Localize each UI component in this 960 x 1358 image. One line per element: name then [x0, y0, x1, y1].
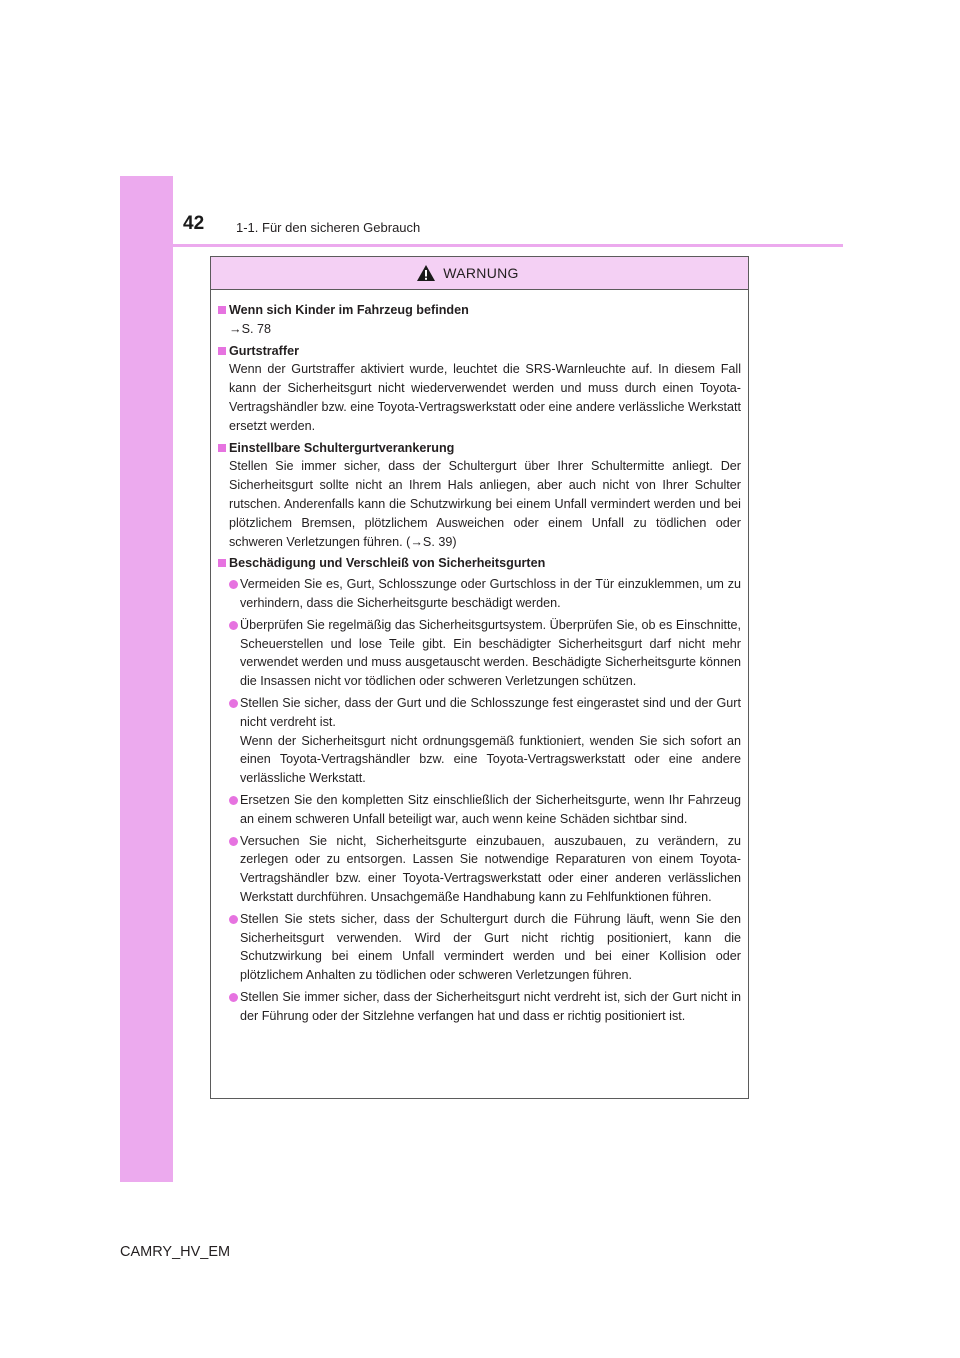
bullet-text: Ersetzen Sie den kompletten Sitz einschließlich der Sicherheitsgurte, wenn Ihr Fahrzeug an einem schweren Unfall beteiligt war, auch wenn keine Schäden sichtbar sind.	[240, 792, 741, 826]
section-title: 1-1. Für den sicheren Gebrauch	[236, 220, 421, 235]
topic-marker	[218, 306, 226, 314]
topic-schultergurt	[218, 439, 741, 552]
topic-beschaedigung	[218, 554, 741, 1025]
topic-heading: Gurtstraffer	[229, 343, 299, 358]
page-number: 42	[183, 213, 205, 234]
bullet-text: Vermeiden Sie es, Gurt, Schlosszunge oder Gurtschloss in der Tür einzuklemmen, um zu verhindern, dass die Sicherheitsgurte beschädigt werden.	[240, 577, 741, 610]
page-reference-link[interactable]: →S. 39	[410, 534, 453, 549]
chapter-side-tab	[120, 176, 173, 1182]
topic-kinder	[218, 301, 741, 339]
warning-triangle-icon	[416, 264, 436, 282]
bullet-dot	[229, 915, 238, 924]
topic-text	[229, 320, 741, 339]
topic-gurtstraffer	[218, 342, 741, 436]
bullet-dot	[229, 699, 238, 708]
bullet-item	[229, 988, 741, 1026]
topic-text-body: Stellen Sie immer sicher, dass der Schultergurt über Ihrer Schultermitte anliegt. Der Sicherheitsgurt sollte nicht an Ihrem Hals anliegen, aber auch nicht von Ihrer Schulter rutschen. Anderenfalls kann die Schutzwirkung bei einem Unfall vermindert werden und bei plötzlichem Bremsen, plötzlichem Ausweichen oder einem Unfall zu tödlichen oder schweren Verletzungen führen. (	[229, 459, 741, 549]
bullet-item	[229, 832, 741, 907]
bullet-dot	[229, 837, 238, 846]
page-reference-link[interactable]: →S. 78	[229, 321, 271, 336]
topic-text: Wenn der Gurtstraffer aktiviert wurde, leuchtet die SRS-Warnleuchte auf. In diesem Fall kann der Sicherheitsgurt nicht wiederverwendet werden und muss durch einen Toyota-Vertragshändler bzw. eine Toyota-Vertragswerkstatt oder eine andere verlässliche Werkstatt ersetzt werden.	[229, 362, 741, 433]
topic-marker	[218, 347, 226, 355]
topic-marker	[218, 559, 226, 567]
topic-text	[229, 457, 741, 551]
bullet-item	[229, 910, 741, 985]
header-rule	[120, 244, 843, 247]
bullet-dot	[229, 621, 238, 630]
bullet-dot	[229, 993, 238, 1002]
bullet-text: Stellen Sie immer sicher, dass der Sicherheitsgurt nicht verdreht ist, sich der Gurt nicht in der Führung oder der Sitzlehne verfangen hat und dass er richtig positioniert ist.	[240, 989, 741, 1023]
topic-heading: Wenn sich Kinder im Fahrzeug befinden	[229, 303, 469, 317]
topic-marker	[218, 444, 226, 452]
bullet-item	[229, 791, 741, 829]
topic-heading: Einstellbare Schultergurtverankerung	[229, 440, 455, 455]
warning-body	[211, 290, 748, 1025]
bullet-item	[229, 575, 741, 613]
bullet-item	[229, 694, 741, 788]
topic-text-end: )	[452, 534, 457, 549]
bullet-dot	[229, 580, 238, 589]
bullet-text-continuation: Wenn der Sicherheitsgurt nicht ordnungsgemäß funktioniert, wenden Sie sich sofort an einen Toyota-Vertragshändler bzw. eine Toyota-Vertragswerkstatt oder eine andere verlässliche Werkstatt.	[240, 733, 741, 786]
bullet-text: Stellen Sie sicher, dass der Gurt und die Schlosszunge fest eingerastet sind und der Gurt nicht verdreht ist.	[240, 695, 741, 729]
bullet-item	[229, 616, 741, 691]
topic-heading: Beschädigung und Verschleiß von Sicherheitsgurten	[229, 556, 546, 571]
warning-box	[210, 256, 749, 1099]
bullet-text: Stellen Sie stets sicher, dass der Schultergurt durch die Führung läuft, wenn Sie den Sicherheitsgurt verwenden. Wird der Gurt nicht richtig positioniert, kann die Schutzwirkung bei einem Unfall vermindert werden und bei einer Kollision oder plötzlichem Anhalten zu tödlichen oder schweren Verletzungen führen.	[240, 911, 741, 983]
bullet-text: Versuchen Sie nicht, Sicherheitsgurte einzubauen, auszubauen, zu verändern, zu zerlegen oder zu entsorgen. Lassen Sie notwendige Reparaturen von einem Toyota-Vertragshändler bzw. einer Toyota-Vertragswerkstatt oder einer anderen verlässlichen Werkstatt durchführen. Unsachgemäße Handhabung kann zu Fehlfunktionen führen.	[240, 833, 741, 904]
bullet-dot	[229, 796, 238, 805]
warning-header	[211, 257, 748, 290]
document-footer-code: CAMRY_HV_EM	[120, 1244, 231, 1260]
bullet-text: Überprüfen Sie regelmäßig das Sicherheitsgurtsystem. Überprüfen Sie, ob es Einschnitte, Scheuerstellen und lose Teile gibt. Ein beschädigter Sicherheitsgurt darf nicht mehr verwendet werden und muss ausgetauscht werden. Beschädigte Sicherheitsgurte können die Insassen nicht vor tödlichen oder schweren Verletzungen schützen.	[240, 617, 741, 689]
warning-title: WARNUNG	[443, 265, 519, 281]
